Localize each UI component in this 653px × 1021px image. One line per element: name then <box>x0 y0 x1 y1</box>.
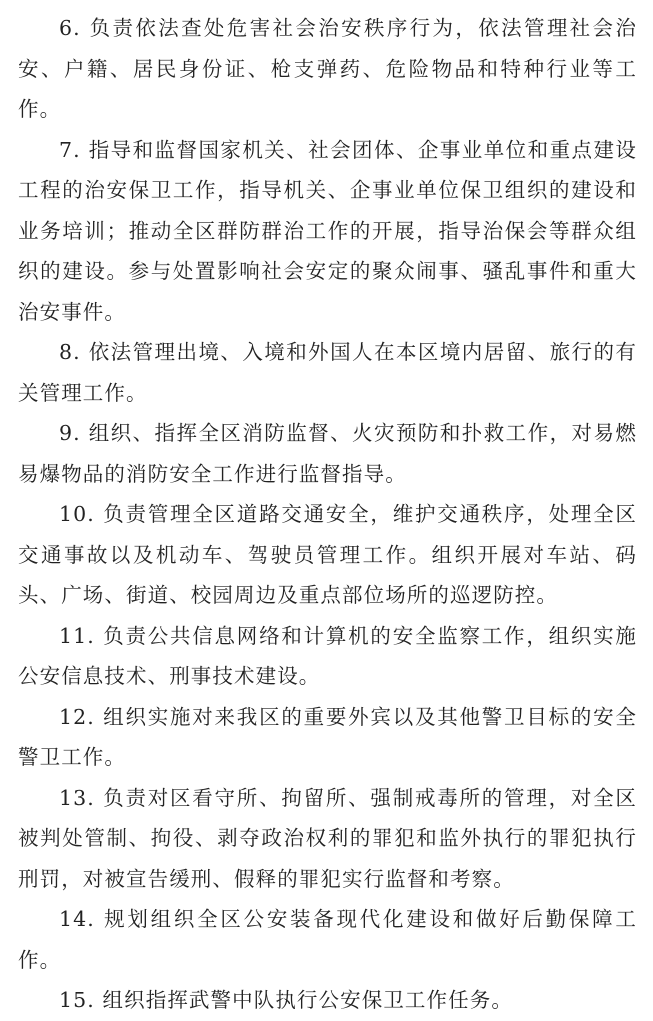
paragraph-item-12: 12. 组织实施对来我区的重要外宾以及其他警卫目标的安全警卫工作。 <box>18 704 637 769</box>
paragraph-item-10: 10. 负责管理全区道路交通安全，维护交通秩序，处理全区交通事故以及机动车、驾驶员管理工作。组织开展对车站、码头、广场、街道、校园周边及重点部位场所的巡逻防控。 <box>18 502 637 607</box>
paragraph-item-14: 14. 规划组织全区公安装备现代化建设和做好后勤保障工作。 <box>18 907 637 972</box>
paragraph-item-13: 13. 负责对区看守所、拘留所、强制戒毒所的管理，对全区被判处管制、拘役、剥夺政治权利的罪犯和监外执行的罪犯执行刑罚，对被宣告缓刑、假释的罪犯实行监督和考察。 <box>18 785 637 891</box>
paragraph-item-8: 8. 依法管理出境、入境和外国人在本区境内居留、旅行的有关管理工作。 <box>18 340 637 405</box>
paragraph-item-9: 9. 组织、指挥全区消防监督、火灾预防和扑救工作，对易燃易爆物品的消防安全工作进行监督指导。 <box>18 421 637 486</box>
paragraph-item-11: 11. 负责公共信息网络和计算机的安全监察工作，组织实施公安信息技术、刑事技术建设。 <box>18 623 637 688</box>
paragraph-item-6: 6. 负责依法查处危害社会治安秩序行为，依法管理社会治安、户籍、居民身份证、枪支弹药、危险物品和特种行业等工作。 <box>18 16 637 121</box>
paragraph-item-7: 7. 指导和监督国家机关、社会团体、企事业单位和重点建设工程的治安保卫工作，指导机关、企事业单位保卫组织的建设和业务培训；推动全区群防群治工作的开展，指导治保会等群众组织的建设。参与处置影响社会安定的聚众闹事、骚乱事件和重大治安事件。 <box>18 137 637 324</box>
paragraph-item-15: 15. 组织指挥武警中队执行公安保卫工作任务。 <box>59 988 513 1012</box>
